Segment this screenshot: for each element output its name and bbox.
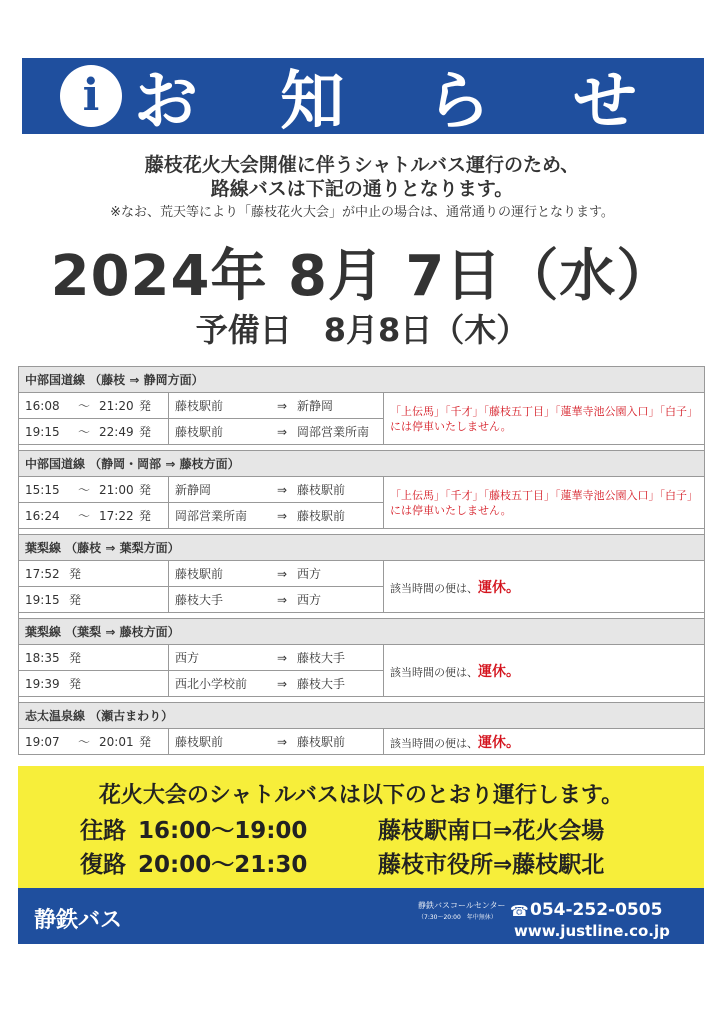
return-time: 20:00～21:30 <box>138 852 308 878</box>
time-separator: ～ <box>77 483 90 497</box>
departure-suffix: 発 <box>69 651 82 665</box>
stop-to: 藤枝駅前 <box>297 483 346 497</box>
shuttle-info-box <box>18 766 704 888</box>
outbound-route: 藤枝駅南口⇒花火会場 <box>378 818 605 844</box>
cancel-label: 運休。 <box>478 579 520 596</box>
direction-arrow: ⇒ <box>276 509 288 523</box>
route-note-prefix: 該当時間の便は、 <box>390 736 478 750</box>
departure-suffix: 発 <box>139 425 152 439</box>
outbound-time: 16:00～19:00 <box>138 818 308 844</box>
footer <box>18 888 704 944</box>
shuttle-headline: 花火大会のシャトルバスは以下のとおり運行します。 <box>98 783 624 808</box>
direction-arrow: ⇒ <box>276 399 288 413</box>
direction-arrow: ⇒ <box>276 425 288 439</box>
direction-arrow: ⇒ <box>276 735 288 749</box>
table-row <box>19 477 705 503</box>
stop-from: 西北小学校前 <box>175 677 248 691</box>
route-note-prefix: 該当時間の便は、 <box>390 581 478 595</box>
stop-from: 藤枝駅前 <box>175 735 224 749</box>
stop-from: 西方 <box>175 651 200 665</box>
route-note <box>384 645 705 697</box>
table-row <box>19 645 705 671</box>
departure-suffix: 発 <box>139 509 152 523</box>
route-note <box>384 729 705 755</box>
table-row <box>19 729 705 755</box>
departure-time: 19:39 <box>25 677 60 691</box>
departure-suffix: 発 <box>139 399 152 413</box>
departure-start: 19:07 <box>25 735 60 749</box>
shuttle-return <box>80 846 604 879</box>
departure-suffix: 発 <box>69 567 82 581</box>
route-note <box>384 561 705 613</box>
departure-end: 21:00 <box>99 483 134 497</box>
schedule-table <box>18 366 705 755</box>
direction-arrow: ⇒ <box>276 677 288 691</box>
callcenter-name: 静鉄バスコールセンター <box>418 901 506 910</box>
departure-start: 16:08 <box>25 399 60 413</box>
stop-to: 西方 <box>297 567 322 581</box>
stop-from: 藤枝駅前 <box>175 399 224 413</box>
departure-suffix: 発 <box>139 735 152 749</box>
table-row <box>19 561 705 587</box>
stop-to: 新静岡 <box>297 399 334 413</box>
company-name: 静鉄バス <box>34 908 123 933</box>
route-header: 志太温泉線 （瀬古まわり） <box>19 703 705 729</box>
intro-line-2: 路線バスは下記の通りとなります。 <box>210 178 514 200</box>
time-separator: ～ <box>77 399 90 413</box>
stop-from: 新静岡 <box>175 483 212 497</box>
departure-start: 16:24 <box>25 509 60 523</box>
departure-suffix: 発 <box>139 483 152 497</box>
stop-to: 西方 <box>297 593 322 607</box>
intro-line-1: 藤枝花火大会開催に伴うシャトルバス運行のため、 <box>144 154 580 176</box>
stop-from: 岡部営業所南 <box>175 509 248 523</box>
stop-to: 藤枝駅前 <box>297 509 346 523</box>
callcenter-hours: （7:30～20:00 年中無休） <box>418 914 497 921</box>
time-separator: ～ <box>77 509 90 523</box>
route-header: 中部国道線 （静岡・岡部 ⇒ 藤枝方面） <box>19 451 705 477</box>
outbound-label: 往路 <box>80 818 126 844</box>
route-header: 葉梨線 （葉梨 ⇒ 藤枝方面） <box>19 619 705 645</box>
departure-end: 20:01 <box>99 735 134 749</box>
route-header: 中部国道線 （藤枝 ⇒ 静岡方面） <box>19 367 705 393</box>
departure-end: 21:20 <box>99 399 134 413</box>
return-route: 藤枝市役所⇒藤枝駅北 <box>378 852 605 878</box>
table-row <box>19 393 705 419</box>
departure-suffix: 発 <box>69 593 82 607</box>
stop-to: 藤枝駅前 <box>297 735 346 749</box>
departure-start: 15:15 <box>25 483 60 497</box>
route-note-prefix: 該当時間の便は、 <box>390 665 478 679</box>
notice-banner <box>22 58 704 139</box>
departure-time: 17:52 <box>25 567 60 581</box>
route-note: 「上伝馬」「千才」「藤枝五丁目」「蓮華寺池公園入口」「白子」には停車いたしません。 <box>384 477 705 529</box>
return-label: 復路 <box>80 852 126 878</box>
direction-arrow: ⇒ <box>276 567 288 581</box>
route-note: 「上伝馬」「千才」「藤枝五丁目」「蓮華寺池公園入口」「白子」には停車いたしません。 <box>384 393 705 445</box>
departure-end: 17:22 <box>99 509 134 523</box>
info-icon: i <box>60 65 122 127</box>
departure-start: 19:15 <box>25 425 60 439</box>
stop-from: 藤枝大手 <box>175 593 224 607</box>
phone-number[interactable]: 054-252-0505 <box>530 900 663 920</box>
website-link[interactable]: www.justline.co.jp <box>514 922 670 940</box>
departure-end: 22:49 <box>99 425 134 439</box>
departure-suffix: 発 <box>69 677 82 691</box>
event-date: 2024年 8月 7日（水） <box>50 244 674 309</box>
stop-to: 藤枝大手 <box>297 677 346 691</box>
stop-from: 藤枝駅前 <box>175 567 224 581</box>
departure-time: 19:15 <box>25 593 60 607</box>
direction-arrow: ⇒ <box>276 483 288 497</box>
time-separator: ～ <box>77 735 90 749</box>
phone-icon: ☎ <box>510 902 529 920</box>
route-header: 葉梨線 （藤枝 ⇒ 葉梨方面） <box>19 535 705 561</box>
notice-title: お 知 ら せ <box>134 65 667 139</box>
weather-note: ※なお、荒天等により「藤枝花火大会」が中止の場合は、通常通りの運行となります。 <box>110 205 614 220</box>
stop-to: 岡部営業所南 <box>297 425 370 439</box>
direction-arrow: ⇒ <box>276 651 288 665</box>
departure-time: 18:35 <box>25 651 60 665</box>
time-separator: ～ <box>77 425 90 439</box>
cancel-label: 運休。 <box>478 663 520 680</box>
reserve-date: 予備日 8月8日（木） <box>195 311 529 349</box>
shuttle-outbound <box>80 812 604 845</box>
stop-to: 藤枝大手 <box>297 651 346 665</box>
cancel-label: 運休。 <box>478 734 520 751</box>
direction-arrow: ⇒ <box>276 593 288 607</box>
stop-from: 藤枝駅前 <box>175 425 224 439</box>
